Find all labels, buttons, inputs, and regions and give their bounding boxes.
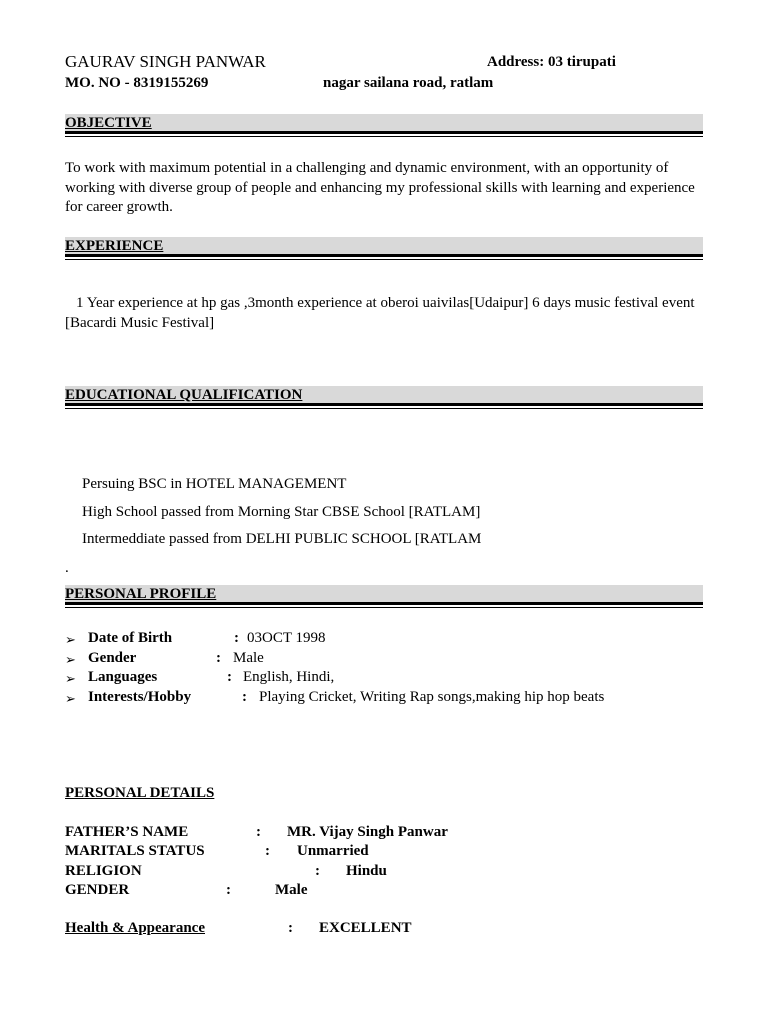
profile-separator: : [242, 689, 247, 705]
details-label-marital: MARITALS STATUS [65, 843, 205, 859]
trailing-dot: . [65, 560, 69, 576]
objective-heading: OBJECTIVE [65, 115, 152, 131]
mobile-number: MO. NO - 8319155269 [65, 75, 209, 91]
details-separator: : [315, 863, 320, 879]
education-item: High School passed from Morning Star CBSE School [RATLAM] [82, 504, 481, 520]
details-separator: : [226, 882, 231, 898]
health-label: Health & Appearance [65, 920, 205, 936]
objective-heading-bar [65, 114, 703, 132]
profile-value-dob: 03OCT 1998 [247, 630, 326, 646]
education-item: Intermeddiate passed from DELHI PUBLIC SCHOOL [RATLAM [82, 531, 482, 547]
profile-rule-thick [65, 602, 703, 605]
objective-rule-thick [65, 131, 703, 134]
education-heading-bar [65, 386, 703, 404]
experience-heading-bar [65, 237, 703, 255]
details-label-religion: RELIGION [65, 863, 142, 879]
details-separator: : [288, 920, 293, 936]
education-item: Persuing BSC in HOTEL MANAGEMENT [82, 476, 347, 492]
bullet-arrow-icon: ➢ [65, 632, 76, 647]
experience-rule-thin [65, 259, 703, 260]
profile-separator: : [216, 650, 221, 666]
profile-label-gender: Gender [88, 650, 137, 666]
details-value-religion: Hindu [346, 863, 387, 879]
education-rule-thick [65, 403, 703, 406]
education-heading: EDUCATIONAL QUALIFICATION [65, 387, 303, 403]
profile-label-languages: Languages [88, 669, 158, 685]
address-line-2: nagar sailana road, ratlam [323, 75, 494, 91]
profile-heading: PERSONAL PROFILE [65, 586, 217, 602]
profile-value-gender: Male [233, 650, 264, 666]
bullet-arrow-icon: ➢ [65, 652, 76, 667]
details-separator: : [265, 843, 270, 859]
details-label-gender: GENDER [65, 882, 130, 898]
experience-heading: EXPERIENCE [65, 238, 164, 254]
experience-text: 1 Year experience at hp gas ,3month experience at oberoi uaivilas[Udaipur] 6 days music festival event [Bacardi Music Festival] [65, 295, 695, 331]
details-value-gender: Male [275, 882, 308, 898]
profile-value-languages: English, Hindi, [243, 669, 335, 685]
profile-heading-bar [65, 585, 703, 603]
profile-value-hobby: Playing Cricket, Writing Rap songs,making hip hop beats [259, 689, 605, 705]
bullet-arrow-icon: ➢ [65, 691, 76, 706]
details-separator: : [256, 824, 261, 840]
details-label-father: FATHER’S NAME [65, 824, 189, 840]
health-value: EXCELLENT [319, 920, 412, 936]
education-rule-thin [65, 408, 703, 409]
details-value-marital: Unmarried [297, 843, 369, 859]
profile-separator: : [234, 630, 239, 646]
profile-rule-thin [65, 607, 703, 608]
bullet-arrow-icon: ➢ [65, 671, 76, 686]
candidate-name: GAURAV SINGH PANWAR [65, 52, 266, 71]
profile-label-hobby: Interests/Hobby [88, 689, 192, 705]
profile-separator: : [227, 669, 232, 685]
details-value-father: MR. Vijay Singh Panwar [287, 824, 448, 840]
objective-text: To work with maximum potential in a challenging and dynamic environment, with an opportunity of working with diverse group of people and enhancing my professional skills with learning and experience for career growth. [65, 160, 695, 215]
experience-rule-thick [65, 254, 703, 257]
objective-rule-thin [65, 136, 703, 137]
profile-label-dob: Date of Birth [88, 630, 173, 646]
address-line-1: Address: 03 tirupati [487, 54, 616, 70]
details-heading: PERSONAL DETAILS [65, 785, 215, 801]
